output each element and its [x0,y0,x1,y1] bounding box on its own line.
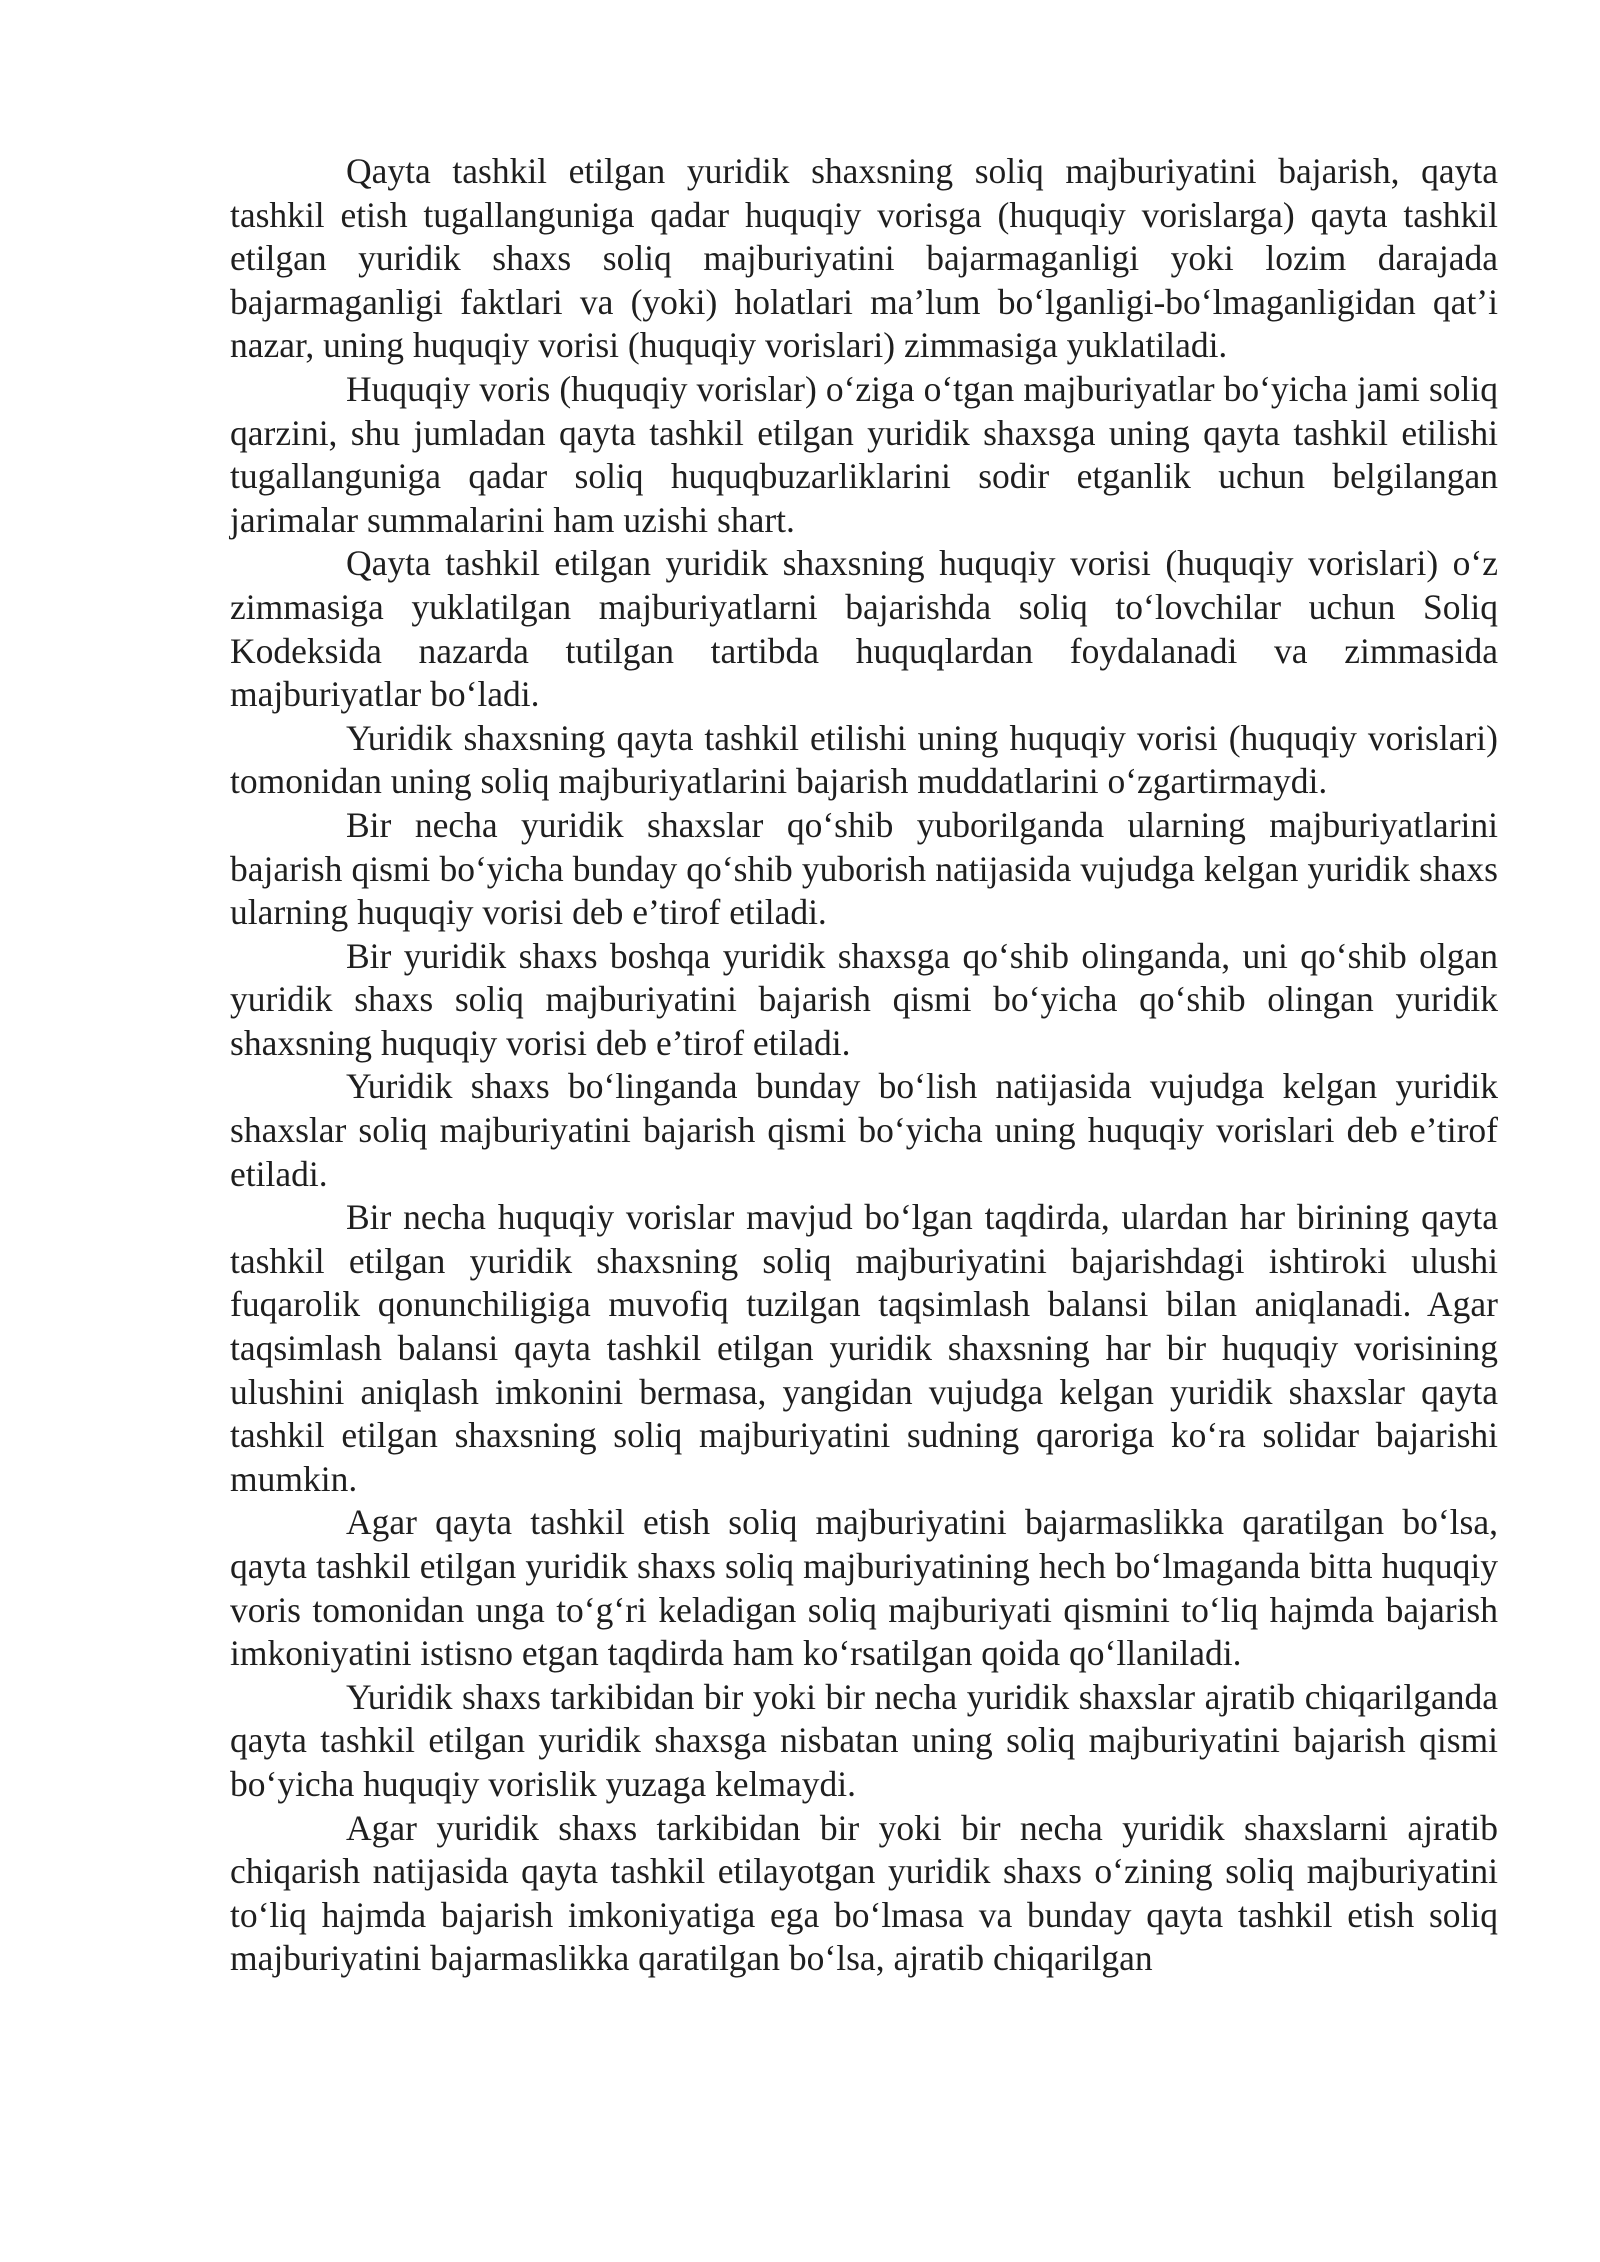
paragraph-9: Agar qayta tashkil etish soliq majburiyatini bajarmaslikka qaratilgan bo‘lsa, qayta tashkil etilgan yuridik shaxs soliq majburiyatining hech bo‘lmaganda bitta huquqiy voris tomonidan unga to‘g‘ri keladigan soliq majburiyati qismini to‘liq hajmda bajarish imkoniyatini istisno etgan taqdirda ham ko‘rsatilgan qoida qo‘llaniladi. [230,1502,1498,1674]
paragraph-7: Yuridik shaxs bo‘linganda bunday bo‘lish natijasida vujudga kelgan yuridik shaxslar soliq majburiyatini bajarish qismi bo‘yicha uning huquqiy vorislari deb e’tirof etiladi. [230,1066,1498,1194]
paragraph-6: Bir yuridik shaxs boshqa yuridik shaxsga qo‘shib olinganda, uni qo‘shib olgan yuridik shaxs soliq majburiyatini bajarish qismi bo‘yicha qo‘shib olingan yuridik shaxsning huquqiy vorisi deb e’tirof etiladi. [230,935,1498,1063]
paragraph-2: Huquqiy voris (huquqiy vorislar) o‘ziga o‘tgan majburiyatlar bo‘yicha jami soliq qarzini, shu jumladan qayta tashkil etilgan yuridik shaxsga uning qayta tashkil etilishi tugallanguniga qadar soliq huquqbuzarliklarini sodir etganlik uchun belgilangan jarimalar summalarini ham uzishi shart. [230,368,1498,540]
paragraph-10: Yuridik shaxs tarkibidan bir yoki bir necha yuridik shaxslar ajratib chiqarilganda qayta tashkil etilgan yuridik shaxsga nisbatan uning soliq majburiyatini bajarish qismi bo‘yicha huquqiy vorislik yuzaga kelmaydi. [230,1676,1498,1804]
paragraph-1: Qayta tashkil etilgan yuridik shaxsning soliq majburiyatini bajarish, qayta tashkil etish tugallanguniga qadar huquqiy vorisga (huquqiy vorislarga) qayta tashkil etilgan yuridik shaxs soliq majburiyatini bajarmaganligi yoki lozim darajada bajarmaganligi faktlari va (yoki) holatlari ma’lum bo‘lganligi-bo‘lmaganligidan qat’i nazar, uning huquqiy vorisi (huquqiy vorislari) zimmasiga yuklatiladi. [230,151,1498,366]
paragraph-4: Yuridik shaxsning qayta tashkil etilishi uning huquqiy vorisi (huquqiy vorislari) tomonidan uning soliq majburiyatlarini bajarish muddatlarini o‘zgartirmaydi. [230,717,1498,802]
paragraph-5: Bir necha yuridik shaxslar qo‘shib yuborilganda ularning majburiyatlarini bajarish qismi bo‘yicha bunday qo‘shib yuborish natijasida vujudga kelgan yuridik shaxs ularning huquqiy vorisi deb e’tirof etiladi. [230,804,1498,933]
paragraph-11: Agar yuridik shaxs tarkibidan bir yoki bir necha yuridik shaxslarni ajratib chiqarish natijasida qayta tashkil etilayotgan yuridik shaxs o‘zining soliq majburiyatini to‘liq hajmda bajarish imkoniyatiga ega bo‘lmasa va bunday qayta tashkil etish soliq majburiyatini bajarmaslikka qaratilgan bo‘lsa, ajratib chiqarilgan [230,1807,1498,1979]
document-page [230,150,1498,1981]
paragraph-8: Bir necha huquqiy vorislar mavjud bo‘lgan taqdirda, ulardan har birining qayta tashkil etilgan yuridik shaxsning soliq majburiyatini bajarishdagi ishtiroki ulushi fuqarolik qonunchiligiga muvofiq tuzilgan taqsimlash balansi bilan aniqlanadi. Agar taqsimlash balansi qayta tashkil etilgan yuridik shaxsning har bir huquqiy vorisining ulushini aniqlash imkonini bermasa, yangidan vujudga kelgan yuridik shaxslar qayta tashkil etilgan shaxsning soliq majburiyatini sudning qaroriga ko‘ra solidar bajarishi mumkin. [230,1197,1498,1499]
paragraph-3: Qayta tashkil etilgan yuridik shaxsning huquqiy vorisi (huquqiy vorislari) o‘z zimmasiga yuklatilgan majburiyatlarni bajarishda soliq to‘lovchilar uchun Soliq Kodeksida nazarda tutilgan tartibda huquqlardan foydalanadi va zimmasida majburiyatlar bo‘ladi. [230,543,1498,715]
